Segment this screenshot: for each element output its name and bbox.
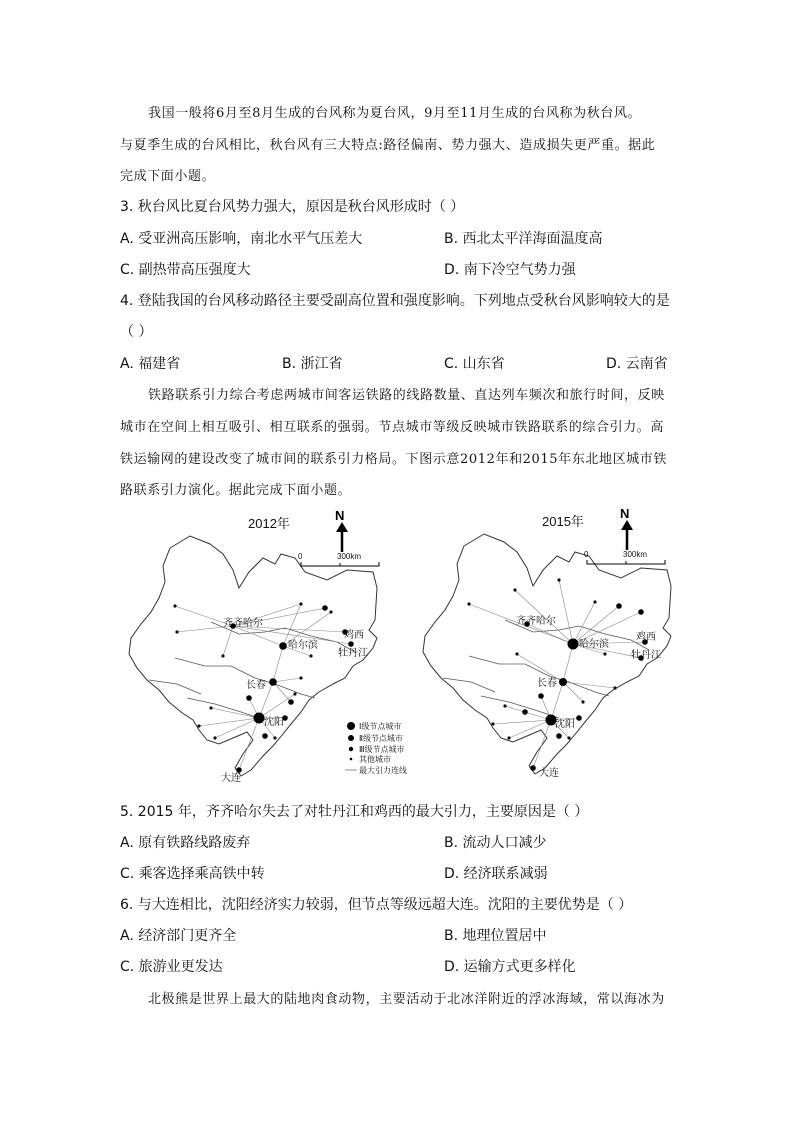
city-label-jixi-2012: 鸡西 (344, 630, 364, 641)
city-label-dalian-2015: 大连 (539, 768, 559, 779)
question-3-option-b[interactable]: B. 西北太平洋海面温度高 (444, 231, 603, 247)
question-6-option-a[interactable]: A. 经济部门更齐全 (120, 928, 237, 944)
question-5-option-b[interactable]: B. 流动人口减少 (444, 835, 547, 851)
city-label-mudanjiang-2015: 牡丹江 (631, 650, 661, 661)
passage-3-line-1: 北极熊是世界上最大的陆地肉食动物，主要活动于北冰洋附近的浮冰海域，常以海冰为 (148, 992, 665, 1007)
question-6-stem: 6. 与大连相比，沈阳经济实力较弱，但节点等级远超大连。沈阳的主要优势是（ ） (120, 897, 633, 913)
passage-2-line-2: 城市在空间上相互吸引、相互联系的强弱。节点城市等级反映城市铁路联系的综合引力。高 (120, 420, 665, 435)
north-arrow-2015 (620, 508, 633, 550)
question-5-option-d[interactable]: D. 经济联系减弱 (444, 866, 548, 882)
question-6-option-d[interactable]: D. 运输方式更多样化 (444, 959, 576, 975)
north-label-2015: N (620, 508, 630, 521)
city-label-mudanjiang-2012: 牡丹江 (338, 648, 368, 659)
question-4-answer-blank: （ ） (120, 324, 153, 340)
north-arrow-2012 (335, 508, 348, 552)
question-5-option-a[interactable]: A. 原有铁路线路废弃 (120, 835, 251, 851)
scale-bar-2015 (584, 550, 665, 564)
passage-1-line-3: 完成下面小题。 (120, 169, 216, 184)
map-year-2015: 2015年 (542, 514, 584, 529)
question-4-option-b[interactable]: B. 浙江省 (282, 356, 343, 372)
city-label-jixi-2015: 鸡西 (636, 632, 656, 643)
question-5-option-c[interactable]: C. 乘客选择乘高铁中转 (120, 866, 265, 882)
railway-gravity-map-figure (115, 508, 680, 788)
map-legend (345, 721, 407, 775)
question-6-option-b[interactable]: B. 地理位置居中 (444, 928, 547, 944)
city-label-changchun-2015: 长春 (537, 678, 557, 689)
scale-bar-2012 (298, 552, 379, 566)
city-label-harbin-2012: 哈尔滨 (288, 640, 318, 651)
city-label-shenyang-2012: 沈阳 (264, 717, 284, 728)
scale-zero-2012: 0 (298, 552, 303, 561)
city-label-qiqihar-2015: 齐齐哈尔 (516, 616, 556, 627)
question-3-stem: 3. 秋台风比夏台风势力强大，原因是秋台风形成时（ ） (120, 199, 465, 215)
question-4-option-d[interactable]: D. 云南省 (606, 356, 668, 372)
question-4-option-a[interactable]: A. 福建省 (120, 356, 181, 372)
question-4-stem: 4. 登陆我国的台风移动路径主要受副高位置和强度影响。下列地点受秋台风影响较大的是 (120, 293, 670, 309)
city-label-changchun-2012: 长春 (246, 680, 266, 691)
legend-other-cities: 其他城市 (359, 755, 391, 764)
scale-end-2015: 300km (623, 550, 648, 559)
question-6-option-c[interactable]: C. 旅游业更发达 (120, 959, 223, 975)
passage-1-line-2: 与夏季生成的台风相比，秋台风有三大特点:路径偏南、势力强大、造成损失更严重。据此 (120, 138, 656, 153)
city-label-shenyang-2015: 沈阳 (555, 719, 575, 730)
legend-level-3: Ⅲ级节点城市 (359, 745, 405, 754)
map-year-2012: 2012年 (248, 516, 290, 531)
passage-2-line-1: 铁路联系引力综合考虑两城市间客运铁路的线路数量、直达列车频次和旅行时间，反映 (148, 388, 665, 403)
legend-level-2: Ⅱ级节点城市 (359, 734, 403, 743)
passage-1-line-1: 我国一般将6月至8月生成的台风称为夏台风，9月至11月生成的台风称为秋台风。 (148, 106, 642, 121)
city-label-harbin-2015: 哈尔滨 (579, 639, 609, 650)
scale-zero-2015: 0 (584, 550, 589, 559)
passage-2-line-3: 铁运输网的建设改变了城市间的联系引力格局。下图示意2012年和2015年东北地区城市铁 (120, 452, 667, 467)
scale-end-2012: 300km (337, 552, 362, 561)
map-2015 (423, 508, 671, 779)
legend-max-gravity-line: 最大引力连线 (359, 766, 407, 775)
map-2012 (129, 508, 407, 784)
question-3-option-c[interactable]: C. 副热带高压强度大 (120, 262, 251, 278)
question-5-stem: 5. 2015 年，齐齐哈尔失去了对牡丹江和鸡西的最大引力，主要原因是（ ） (120, 804, 589, 820)
passage-2-line-4: 路联系引力演化。据此完成下面小题。 (120, 483, 352, 498)
question-3-option-a[interactable]: A. 受亚洲高压影响，南北水平气压差大 (120, 231, 363, 247)
legend-level-1: Ⅰ级节点城市 (359, 722, 402, 731)
north-label-2012: N (335, 508, 345, 523)
city-label-qiqihar-2012: 齐齐哈尔 (223, 618, 263, 629)
city-label-dalian-2012: 大连 (221, 773, 241, 784)
question-4-option-c[interactable]: C. 山东省 (444, 356, 505, 372)
question-3-option-d[interactable]: D. 南下冷空气势力强 (444, 262, 576, 278)
